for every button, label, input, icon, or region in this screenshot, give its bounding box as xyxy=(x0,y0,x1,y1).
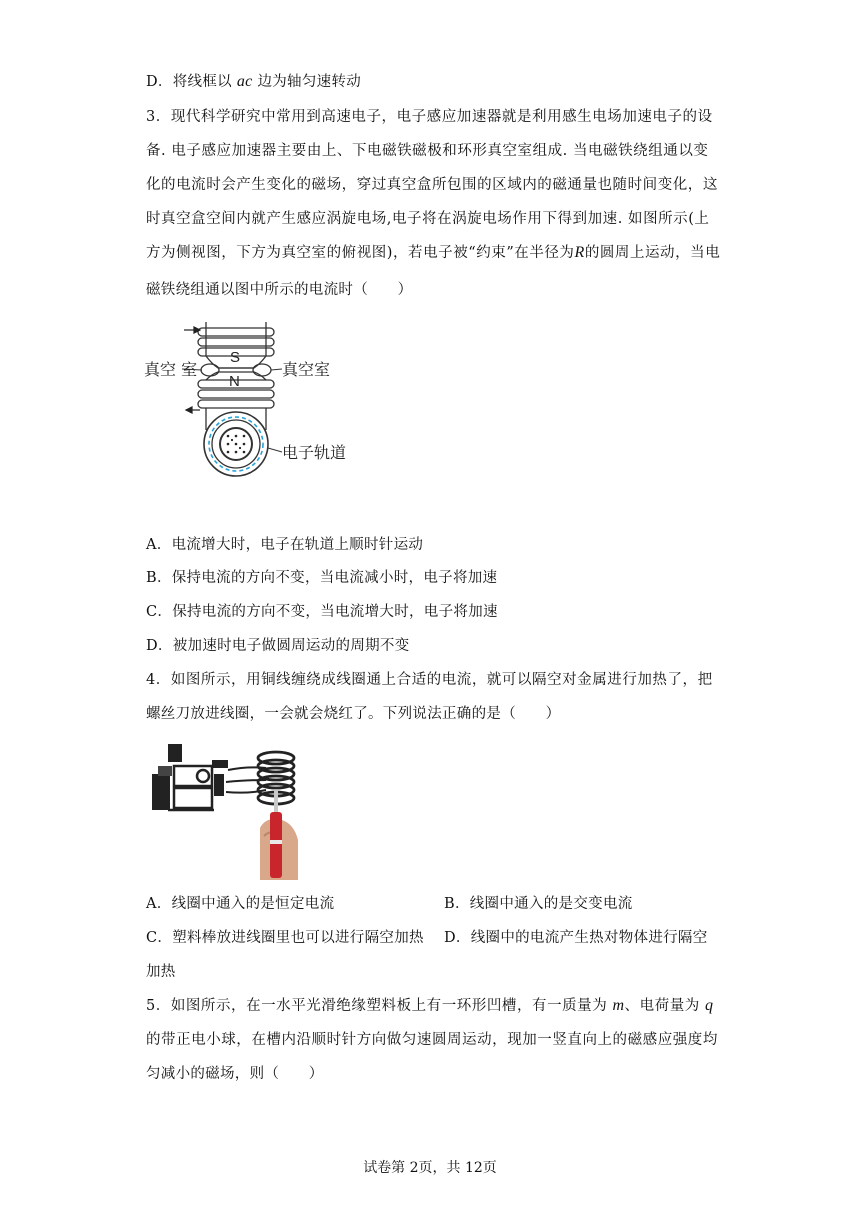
induction-heater-figure xyxy=(148,740,300,880)
vacuum-chamber-label-right: 真空室 xyxy=(282,360,331,379)
var-r: R xyxy=(574,244,585,261)
q3-stem-line4: 时真空盒空间内就产生感应涡旋电场,电子将在涡旋电场作用下得到加速. 如图所示(上 xyxy=(146,211,710,227)
q3-stem-line5: 方为侧视图，下方为真空室的俯视图)，若电子被“约束”在半径为R的圆周上运动，当电 xyxy=(146,244,721,261)
q5-stem-line1: 5．如图所示，在一水平光滑绝缘塑料板上有一环形凹槽，有一质量为 m、电荷量为 q xyxy=(146,997,714,1014)
magnetic-field-dots xyxy=(227,435,246,454)
vacuum-chamber-label-left: 真空 室 xyxy=(144,360,198,379)
q3-stem-line3: 化的电流时会产生变化的磁场，穿过真空盒所包围的区域内的磁通量也随时间变化，这 xyxy=(146,177,718,193)
var-m: m xyxy=(612,997,625,1014)
page-footer: 试卷第 2页，共 12页 xyxy=(363,1160,497,1176)
q3-stem-line1: 3．现代科学研究中常用到高速电子，电子感应加速器就是利用感生电场加速电子的设 xyxy=(146,109,713,125)
q4-stem-line2: 螺丝刀放进线圈，一会就会烧红了。下列说法正确的是（ ） xyxy=(146,706,561,722)
q5-stem-line2: 的带正电小球，在槽内沿顺时针方向做匀速圆周运动，现加一竖直向上的磁感应强度均 xyxy=(146,1032,718,1048)
accelerator-diagram xyxy=(140,318,370,484)
q4-option-c: C．塑料棒放进线圈里也可以进行隔空加热 xyxy=(146,930,424,946)
q3-stem-line6: 磁铁绕组通以图中所示的电流时（ ） xyxy=(146,282,413,298)
electron-orbit-label: 电子轨道 xyxy=(282,443,347,462)
var-ac: ac xyxy=(236,73,253,90)
q4-option-b: B．线圈中通入的是交变电流 xyxy=(444,896,633,912)
q4-option-d: D．线圈中的电流产生热对物体进行隔空 xyxy=(444,930,708,946)
q3-option-a: A．电流增大时，电子在轨道上顺时针运动 xyxy=(146,537,424,553)
q3-option-b: B．保持电流的方向不变，当电流减小时，电子将加速 xyxy=(146,570,498,586)
pole-s-label: S xyxy=(230,349,241,366)
q3-option-c: C．保持电流的方向不变，当电流增大时，电子将加速 xyxy=(146,604,498,620)
q4-option-a: A．线圈中通入的是恒定电流 xyxy=(146,896,335,912)
q5-stem-line3: 匀减小的磁场，则（ ） xyxy=(146,1066,324,1082)
q3-stem-line2: 备. 电子感应加速器主要由上、下电磁铁磁极和环形真空室组成. 当电磁铁绕组通以变 xyxy=(146,143,709,159)
q2-option-d: D．将线框以 ac 边为轴匀速转动 xyxy=(146,73,362,90)
q3-option-d: D．被加速时电子做圆周运动的周期不变 xyxy=(146,638,410,654)
q4-stem-line1: 4．如图所示，用铜线缠绕成线圈通上合适的电流，就可以隔空对金属进行加热了，把 xyxy=(146,672,713,688)
var-q: q xyxy=(704,997,714,1014)
pole-n-label: N xyxy=(229,373,240,390)
q4-option-d-continued: 加热 xyxy=(146,964,176,980)
screwdriver-handle xyxy=(270,812,282,878)
